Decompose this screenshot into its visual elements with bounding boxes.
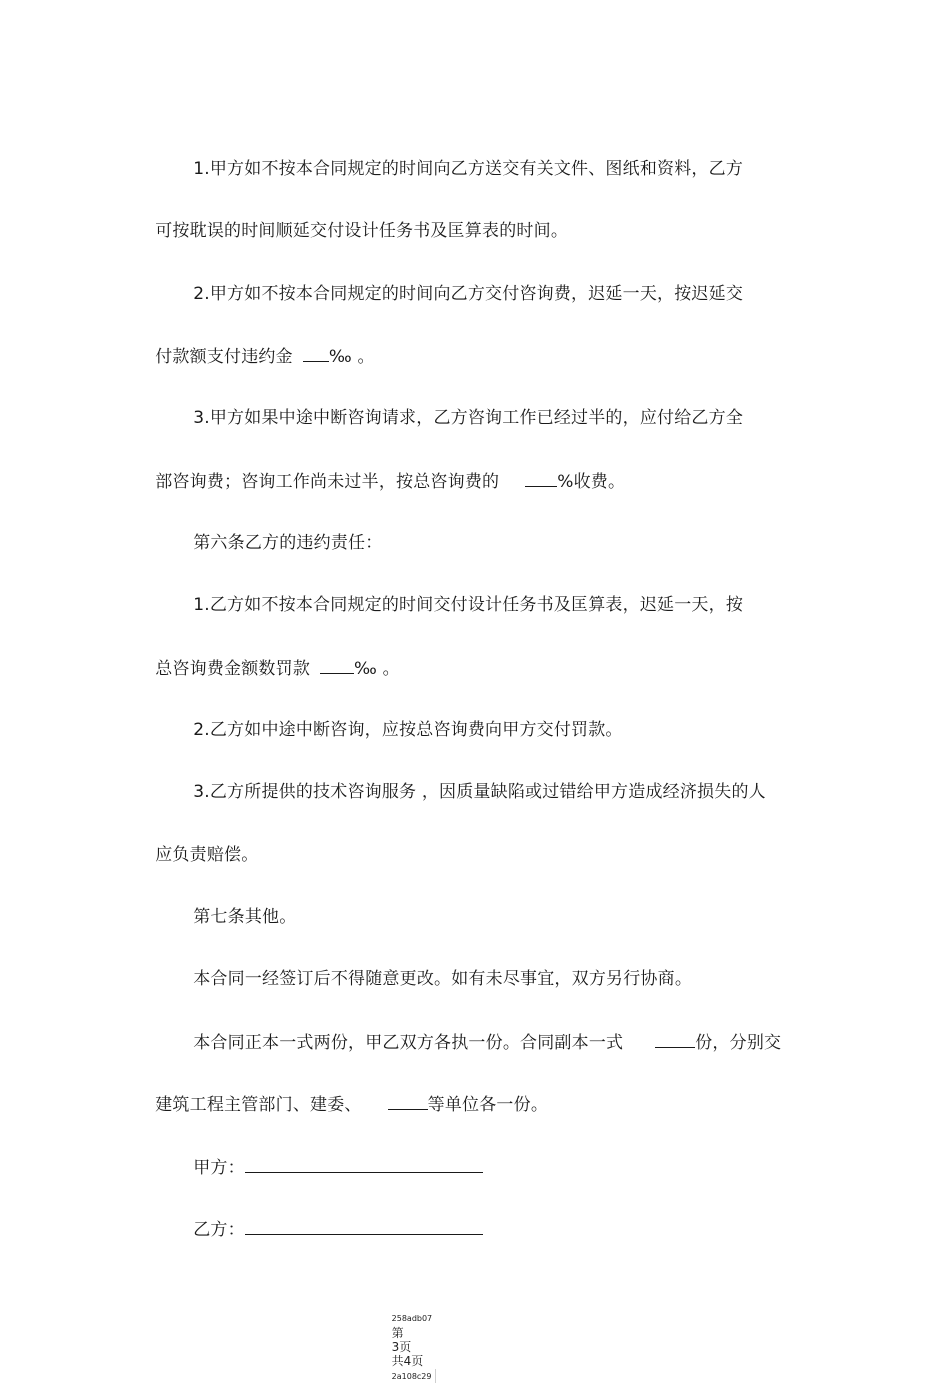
fill-in-blank[interactable] (655, 1032, 695, 1048)
clause-line (182, 949, 692, 989)
clause-text: 付款额支付违约金 (155, 347, 293, 367)
fill-in-blank[interactable] (303, 346, 329, 362)
party-b-label: 乙方： (193, 1220, 245, 1240)
clause-text: 应负责赔偿。 (155, 845, 259, 865)
clause-line (144, 451, 625, 492)
article-heading (182, 887, 296, 927)
clause-text: 份，分别交 (695, 1033, 782, 1053)
clause-line (182, 762, 766, 802)
clause-line (182, 264, 743, 304)
party-b-signature (182, 1199, 483, 1240)
party-a-signature (182, 1137, 483, 1178)
clause-text: ‰ 。 (354, 659, 400, 679)
clause-text: ‰ 。 (328, 347, 375, 367)
clause-line (144, 326, 375, 367)
clause-text: 1.乙方如不按本合同规定的时间交付设计任务书及匡算表，迟延一天，按 (193, 595, 744, 615)
clause-text: 等单位各一份。 (427, 1095, 549, 1115)
clause-line (144, 825, 258, 865)
footer-code-right: 2a108c29 (391, 1372, 432, 1381)
footer-page-mid: 页 (399, 1340, 412, 1354)
article-heading (182, 513, 382, 553)
clause-line (144, 201, 568, 241)
clause-text: 3.甲方如果中途中断咨询请求，乙方咨询工作已经过半的，应付给乙方全 (193, 408, 744, 428)
footer-total-suffix: 页 (411, 1354, 424, 1368)
clause-text: 本合同正本一式两份，甲乙双方各执一份。合同副本一式 (193, 1033, 624, 1053)
clause-text: 部咨询费；咨询工作尚未过半，按总咨询费的 (155, 472, 500, 492)
fill-in-blank[interactable] (525, 471, 557, 487)
clause-line (182, 139, 743, 179)
footer-total-number: 4 (403, 1354, 412, 1368)
clause-text: 本合同一经签订后不得随意更改。如有未尽事宜，双方另行协商。 (193, 969, 693, 989)
clause-text: 建筑工程主管部门、建委、 (155, 1095, 362, 1115)
clause-text: 可按耽误的时间顺延交付设计任务书及匡算表的时间。 (155, 221, 569, 241)
party-b-signature-line[interactable] (245, 1219, 483, 1235)
clause-line (144, 1074, 548, 1115)
footer-total-prefix: 共 (391, 1354, 404, 1368)
footer-separator (435, 1369, 436, 1383)
clause-text: 1.甲方如不按本合同规定的时间向乙方送交有关文件、图纸和资料，乙方 (193, 159, 744, 179)
heading-text: 第六条乙方的违约责任： (193, 533, 383, 553)
page-footer (384, 1296, 436, 1384)
clause-line (182, 1012, 781, 1053)
heading-text: 第七条其他。 (193, 907, 297, 927)
clause-text: 2.甲方如不按本合同规定的时间向乙方交付咨询费，迟延一天，按迟延交 (193, 284, 744, 304)
clause-line (182, 700, 623, 740)
clause-line (144, 638, 400, 679)
clause-text: 2.乙方如中途中断咨询，应按总咨询费向甲方交付罚款。 (193, 720, 623, 740)
clause-line (182, 575, 743, 615)
footer-page-prefix: 第 (391, 1326, 404, 1340)
clause-line (182, 388, 743, 428)
fill-in-blank[interactable] (388, 1094, 428, 1110)
clause-text: %收费。 (557, 472, 626, 492)
footer-code-left: 258adb07 (391, 1314, 433, 1323)
footer-page-number: 3 (391, 1340, 400, 1354)
clause-text: 总咨询费金额数罚款 (155, 659, 311, 679)
party-a-signature-line[interactable] (245, 1157, 483, 1173)
party-a-label: 甲方： (193, 1158, 245, 1178)
clause-text: 3.乙方所提供的技术咨询服务 ，因质量缺陷或过错给甲方造成经济损失的人 (193, 782, 766, 802)
fill-in-blank[interactable] (320, 658, 354, 674)
